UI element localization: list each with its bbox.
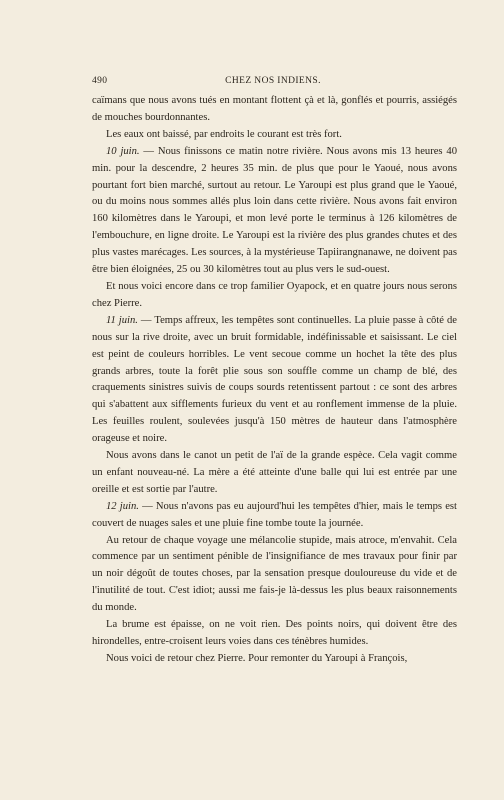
paragraph-text: Et nous voici encore dans ce trop familier Oyapock, et en quatre jours nous serons chez Pierre. [92, 280, 457, 309]
paragraph [92, 313, 457, 448]
paragraph [92, 651, 457, 668]
entry-date: 11 juin. [106, 314, 138, 326]
paragraph-text: Nous voici de retour chez Pierre. Pour remonter du Yaroupi à François, [106, 652, 408, 664]
paragraph-text: caïmans que nous avons tués en montant flottent çà et là, gonflés et pourris, assiégés de mouches bourdonnantes. [92, 95, 457, 123]
paragraph [92, 499, 457, 533]
paragraph-text: La brume est épaisse, on ne voit rien. Des points noirs, qui doivent être des hirondelles, entre-croisent leurs voies dans ces ténèbres humides. [92, 619, 457, 647]
running-title: CHEZ NOS INDIENS. [225, 76, 321, 86]
paragraph-text: — Nous finissons ce matin notre rivière. Nous avons mis 13 heures 40 min. pour la descendre, 2 heures 35 min. de plus que pour le Yaoué, nous avons pourtant fort bien marché, surtout au retour. Le Yaroupi est plus grand que le Yaoué, ou du moins nous sommes allés plus loin dans cette rivière. Nous avons fait environ 160 kilomètres dans le Yaroupi, et mon levé porte le terminus à 126 kilomètres de l'embouchure, en ligne droite. Le Yaroupi est la rivière des plus grandes chutes et des plus vastes marécages. Les sources, à la mystérieuse Tapiirangnanawe, ne doivent pas être bien éloignées, 25 ou 30 kilomètres tout au plus vers le sud-ouest. [92, 145, 457, 276]
paragraph [92, 533, 457, 618]
paragraph-text: — Nous n'avons pas eu aujourd'hui les tempêtes d'hier, mais le temps est couvert de nuages sales et une pluie fine tombe toute la journée. [92, 500, 457, 529]
page-body [92, 93, 457, 668]
entry-date: 12 juin. [106, 500, 139, 512]
paragraph-text: — Temps affreux, les tempêtes sont continuelles. La pluie passe à côté de nous sur la rive droite, avec un bruit formidable, indéfinissable et saisissant. Le ciel est peint de couleurs horribles. Le vent secoue comme un hochet la tête des plus grands arbres, toute la forêt plie sous son souffle comme un champ de blé, des craquements sinistres suivis de coups sourds retentissent partout : ce sont des arbres qui s'abattent aux sifflements furieux du vent et au ronflement immense de la pluie. Les feuilles roulent, soulevées jusqu'à 150 mètres de hauteur dans l'atmosphère orageuse et noire. [92, 314, 457, 445]
page-number: 490 [92, 76, 108, 86]
paragraph-text: Les eaux ont baissé, par endroits le courant est très fort. [106, 128, 342, 140]
paragraph-text: Nous avons dans le canot un petit de l'aï de la grande espèce. Cela vagit comme un enfant nouveau-né. La mère a été atteinte d'une balle qui lui est entrée par une oreille et est sortie par l'autre. [92, 450, 457, 495]
paragraph [92, 448, 457, 499]
paragraph [92, 144, 457, 279]
paragraph [92, 93, 457, 127]
paragraph-text: Au retour de chaque voyage une mélancolie stupide, mais atroce, m'envahit. Cela commence par un sentiment pénible de l'insignifiance de mes travaux pour finir par un noir dégoût de toutes choses, par la sensation presque douloureuse du vide et de l'inutilité de tout. C'est idiot; aussi me fais-je là-dessus les plus beaux raisonnements du monde. [92, 534, 457, 614]
paragraph [92, 279, 457, 313]
page-header [92, 76, 454, 86]
paragraph [92, 617, 457, 651]
entry-date: 10 juin. [106, 145, 140, 157]
paragraph [92, 127, 457, 144]
